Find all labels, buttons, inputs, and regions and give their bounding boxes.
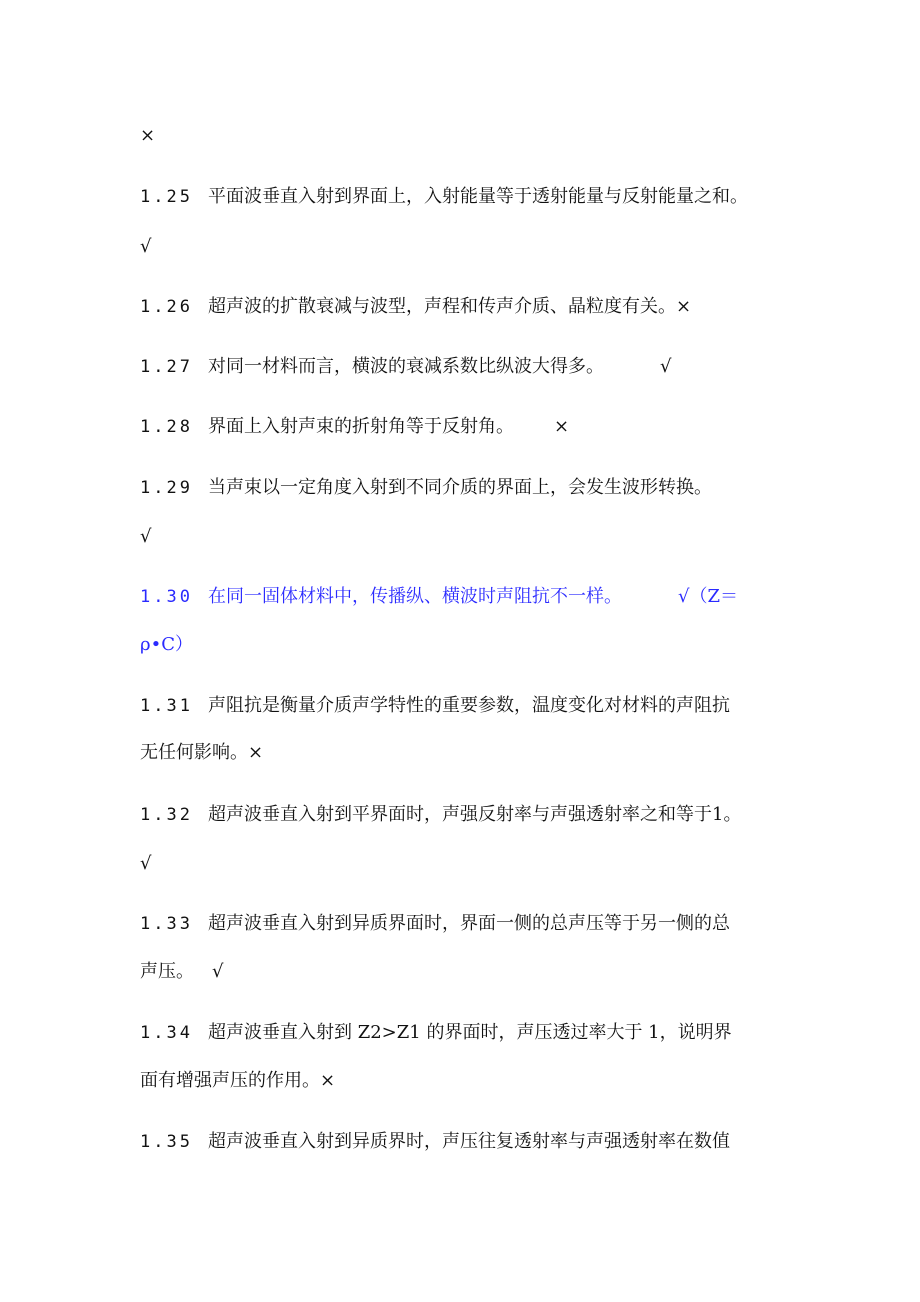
question-1-25 — [140, 185, 810, 209]
answer-mark — [140, 525, 810, 549]
question-number: 1.27 — [140, 357, 193, 377]
answer-mark — [140, 852, 810, 876]
question-text: 平面波垂直入射到界面上，入射能量等于透射能量与反射能量之和。 — [208, 186, 748, 207]
question-number: 1.34 — [140, 1023, 193, 1043]
formula-text: ρ•C） — [140, 634, 193, 655]
question-number: 1.33 — [140, 914, 193, 934]
question-1-31-continuation — [140, 741, 810, 765]
question-number: 1.32 — [140, 805, 193, 825]
question-1-31 — [140, 694, 810, 718]
question-1-30 — [140, 585, 810, 609]
cross-mark: × — [140, 125, 156, 146]
check-mark: √ — [140, 236, 152, 257]
check-mark: √（Z＝ — [678, 586, 738, 607]
question-1-26 — [140, 295, 810, 319]
question-text-continued: 面有增强声压的作用。× — [140, 1070, 336, 1091]
question-number: 1.26 — [140, 297, 193, 317]
question-text: 界面上入射声束的折射角等于反射角。 — [208, 416, 514, 437]
question-text: 超声波垂直入射到 Z2>Z1 的界面时，声压透过率大于 1，说明界 — [208, 1022, 732, 1043]
question-1-27 — [140, 355, 810, 379]
question-number: 1.28 — [140, 417, 193, 437]
answer-mark — [140, 235, 810, 259]
question-number: 1.25 — [140, 187, 193, 207]
question-number: 1.35 — [140, 1132, 193, 1152]
question-text: 当声束以一定角度入射到不同介质的界面上，会发生波形转换。 — [208, 477, 712, 498]
question-number: 1.30 — [140, 587, 193, 607]
question-text: 超声波垂直入射到平界面时，声强反射率与声强透射率之和等于1。 — [208, 804, 742, 825]
check-mark: √ — [660, 356, 672, 377]
question-text: 超声波垂直入射到异质界时，声压往复透射率与声强透射率在数值 — [208, 1131, 730, 1152]
answer-mark — [140, 124, 810, 148]
question-1-35 — [140, 1130, 810, 1154]
question-text: 在同一固体材料中，传播纵、横波时声阻抗不一样。 — [208, 586, 622, 607]
question-1-30-continuation — [140, 633, 810, 657]
check-mark: √ — [140, 853, 152, 874]
cross-mark: × — [676, 296, 692, 317]
question-text: 超声波的扩散衰减与波型，声程和传声介质、晶粒度有关。 — [208, 296, 676, 317]
question-text: 超声波垂直入射到异质界面时，界面一侧的总声压等于另一侧的总 — [208, 913, 730, 934]
check-mark: √ — [140, 526, 152, 547]
question-text-continued: 无任何影响。× — [140, 742, 264, 763]
question-number: 1.31 — [140, 696, 193, 716]
question-1-34 — [140, 1021, 810, 1045]
cross-mark: × — [554, 416, 570, 437]
question-1-28 — [140, 415, 810, 439]
question-1-34-continuation — [140, 1069, 810, 1093]
question-1-29 — [140, 476, 810, 500]
question-1-32 — [140, 803, 810, 827]
question-number: 1.29 — [140, 478, 193, 498]
check-mark: √ — [212, 961, 224, 982]
question-text: 对同一材料而言，横波的衰减系数比纵波大得多。 — [208, 356, 604, 377]
question-1-33-continuation — [140, 960, 810, 984]
question-1-33 — [140, 912, 810, 936]
question-text: 声阻抗是衡量介质声学特性的重要参数，温度变化对材料的声阻抗 — [208, 695, 730, 716]
question-text-continued: 声压。 — [140, 961, 194, 982]
